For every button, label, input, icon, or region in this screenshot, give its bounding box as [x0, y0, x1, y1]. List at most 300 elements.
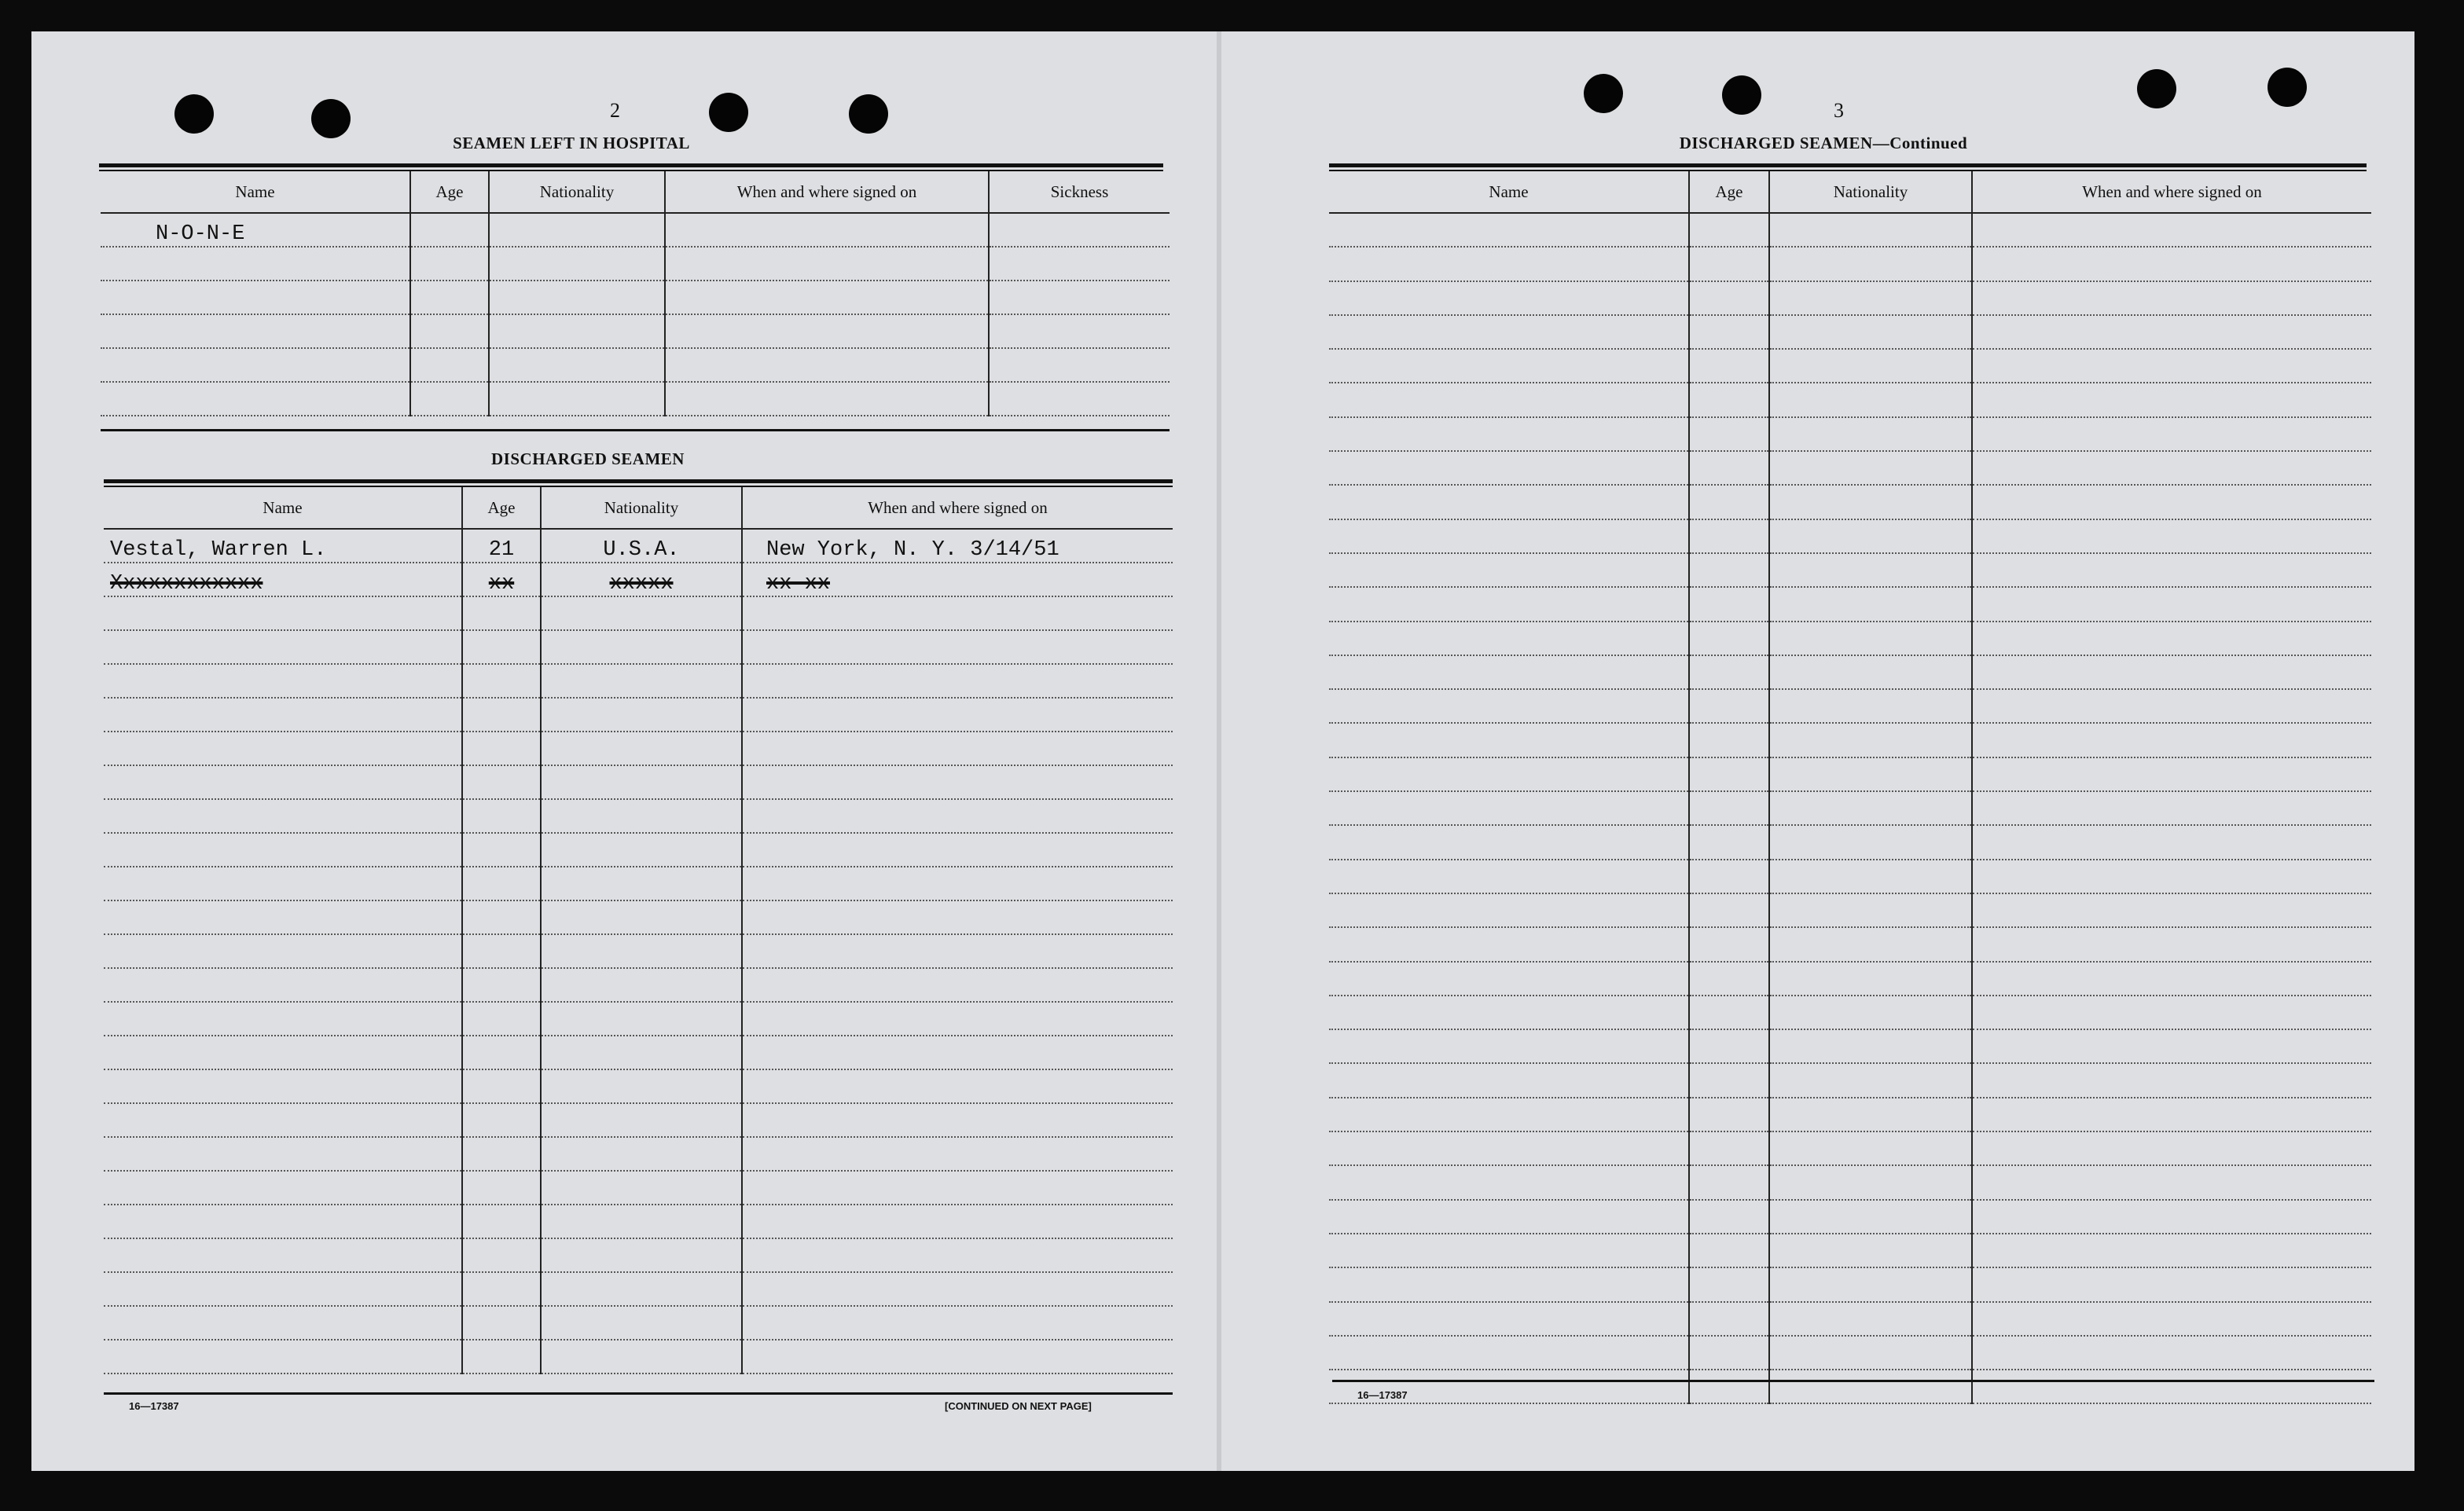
cell-signed-on	[742, 1205, 1173, 1238]
empty-row	[104, 1002, 1173, 1036]
empty-row	[1329, 281, 2371, 315]
cell-signed-on	[1972, 519, 2371, 553]
cell-nationality	[1769, 213, 1972, 247]
cell-name: Vestal, Warren L.	[104, 529, 462, 563]
cell-name	[101, 382, 410, 416]
cell-age	[462, 1137, 541, 1171]
cell-sickness	[989, 314, 1170, 348]
empty-row	[104, 1171, 1173, 1205]
cell-age	[462, 1069, 541, 1103]
empty-row	[104, 934, 1173, 968]
cell-age	[462, 1002, 541, 1036]
cell-age	[1689, 655, 1769, 689]
empty-row	[1329, 962, 2371, 996]
cell-nationality	[541, 934, 742, 968]
cell-name	[1329, 1234, 1689, 1267]
cell-nationality	[541, 1340, 742, 1373]
cell-name	[1329, 689, 1689, 723]
cell-age	[462, 1238, 541, 1272]
cell-name	[104, 1036, 462, 1069]
cell-nationality	[541, 698, 742, 732]
cell-age	[1689, 485, 1769, 519]
cell-age	[1689, 622, 1769, 655]
empty-row	[104, 1238, 1173, 1272]
cell-name	[1329, 927, 1689, 961]
column-header-name: Name	[104, 487, 462, 529]
table-row	[101, 382, 1170, 416]
cell-nationality	[1769, 315, 1972, 349]
empty-row	[104, 1069, 1173, 1103]
empty-row	[1329, 1234, 2371, 1267]
cell-age	[1689, 996, 1769, 1029]
cell-signed-on	[1972, 825, 2371, 859]
empty-row	[104, 867, 1173, 900]
title-main: DISCHARGED SEAMEN	[1679, 134, 1873, 152]
cell-nationality	[541, 1036, 742, 1069]
cell-nationality	[1769, 519, 1972, 553]
cell-age	[462, 630, 541, 664]
cell-name	[1329, 655, 1689, 689]
cell-age	[1689, 315, 1769, 349]
empty-row	[104, 1205, 1173, 1238]
discharged-continued-table	[1329, 171, 2371, 1404]
cell-name	[104, 900, 462, 934]
cell-name	[1329, 1302, 1689, 1336]
cell-age	[462, 664, 541, 698]
cell-signed-on	[1972, 893, 2371, 927]
discharged-table	[104, 487, 1173, 1374]
cell-nationality	[541, 732, 742, 765]
cell-name	[104, 1205, 462, 1238]
cell-age	[462, 1036, 541, 1069]
cell-signed-on	[742, 1137, 1173, 1171]
cell-name	[1329, 247, 1689, 281]
cell-nationality	[489, 247, 665, 281]
cell-nationality	[1769, 1267, 1972, 1301]
empty-row	[1329, 383, 2371, 416]
cell-age	[462, 833, 541, 867]
cell-age	[1689, 451, 1769, 485]
cell-nationality	[1769, 622, 1972, 655]
cell-name	[1329, 962, 1689, 996]
cell-signed-on	[1972, 1234, 2371, 1267]
cell-nationality	[489, 213, 665, 247]
cell-age	[1689, 689, 1769, 723]
cell-name	[1329, 349, 1689, 383]
cell-signed-on	[1972, 1302, 2371, 1336]
right-bottom-rule	[1332, 1380, 2374, 1382]
cell-signed-on	[742, 664, 1173, 698]
title-suffix: —Continued	[1872, 134, 1968, 152]
discharged-continued-title	[1639, 134, 2008, 153]
cell-age	[1689, 962, 1769, 996]
hospital-bottom-rule	[101, 429, 1170, 431]
cell-age	[462, 799, 541, 833]
cell-nationality	[1769, 417, 1972, 451]
cell-sickness	[989, 281, 1170, 314]
cell-name: Xxxxxxxxxxxx	[104, 563, 462, 596]
table-row	[101, 314, 1170, 348]
cell-name	[104, 596, 462, 630]
discharged-top-rule	[104, 479, 1173, 483]
left-page	[31, 31, 1218, 1471]
punch-hole	[849, 94, 888, 134]
column-header-signed-on: When and where signed on	[665, 171, 989, 213]
cell-nationality	[1769, 349, 1972, 383]
cell-age	[1689, 1370, 1769, 1403]
cell-name	[1329, 622, 1689, 655]
empty-row	[104, 1137, 1173, 1171]
empty-row	[1329, 349, 2371, 383]
cell-signed-on	[742, 934, 1173, 968]
cell-age	[1689, 825, 1769, 859]
empty-row	[1329, 247, 2371, 281]
cell-age	[410, 281, 489, 314]
cell-age	[410, 382, 489, 416]
empty-row	[1329, 996, 2371, 1029]
cell-age	[1689, 1063, 1769, 1097]
cell-nationality	[541, 799, 742, 833]
cell-nationality	[541, 664, 742, 698]
table-row	[101, 247, 1170, 281]
cell-nationality: xxxxx	[541, 563, 742, 596]
cell-nationality	[1769, 689, 1972, 723]
cell-nationality	[541, 1103, 742, 1137]
cell-name	[1329, 1267, 1689, 1301]
cell-age	[1689, 281, 1769, 315]
cell-signed-on	[1972, 315, 2371, 349]
cell-nationality	[541, 596, 742, 630]
cell-nationality	[1769, 1336, 1972, 1370]
cell-name	[101, 348, 410, 382]
hospital-table	[101, 171, 1170, 416]
cell-age	[1689, 383, 1769, 416]
cell-nationality	[1769, 247, 1972, 281]
right-page	[1222, 31, 2414, 1471]
cell-nationality	[489, 281, 665, 314]
cell-signed-on	[1972, 213, 2371, 247]
cell-name	[1329, 1029, 1689, 1063]
cell-age	[1689, 349, 1769, 383]
cell-name	[104, 1306, 462, 1340]
cell-signed-on	[665, 382, 989, 416]
cell-signed-on	[742, 1036, 1173, 1069]
cell-nationality	[489, 314, 665, 348]
cell-age	[1689, 723, 1769, 757]
cell-name	[1329, 451, 1689, 485]
cell-signed-on	[1972, 791, 2371, 825]
cell-age	[1689, 1302, 1769, 1336]
cell-signed-on	[1972, 723, 2371, 757]
cell-nationality	[1769, 1302, 1972, 1336]
empty-row	[1329, 1370, 2371, 1403]
cell-signed-on: New York, N. Y. 3/14/51	[742, 529, 1173, 563]
cell-nationality	[1769, 587, 1972, 621]
discharged-section-title: DISCHARGED SEAMEN	[491, 449, 685, 468]
empty-row	[104, 1272, 1173, 1306]
empty-row	[1329, 1336, 2371, 1370]
cell-age: xx	[462, 563, 541, 596]
cell-nationality	[489, 382, 665, 416]
empty-row	[1329, 689, 2371, 723]
cell-age	[462, 765, 541, 799]
cell-age	[1689, 213, 1769, 247]
empty-row	[1329, 757, 2371, 791]
cell-nationality	[541, 867, 742, 900]
cell-sickness	[989, 213, 1170, 247]
cell-signed-on	[742, 1272, 1173, 1306]
table-row	[101, 281, 1170, 314]
empty-row	[104, 968, 1173, 1002]
cell-nationality	[541, 1205, 742, 1238]
cell-signed-on	[665, 314, 989, 348]
cell-age	[1689, 587, 1769, 621]
cell-age	[1689, 519, 1769, 553]
cell-signed-on	[1972, 247, 2371, 281]
cell-nationality	[1769, 1098, 1972, 1131]
cell-name	[104, 934, 462, 968]
cell-age	[410, 213, 489, 247]
column-header-nationality: Nationality	[489, 171, 665, 213]
cell-name	[104, 1103, 462, 1137]
cell-name	[1329, 1336, 1689, 1370]
empty-row	[1329, 893, 2371, 927]
cell-age	[1689, 860, 1769, 893]
cell-name	[104, 630, 462, 664]
top-rule	[99, 163, 1163, 167]
empty-row	[104, 799, 1173, 833]
cell-nationality	[541, 630, 742, 664]
cell-name	[1329, 1098, 1689, 1131]
cell-name	[101, 247, 410, 281]
column-header-age: Age	[410, 171, 489, 213]
cell-signed-on	[1972, 1029, 2371, 1063]
cell-name	[1329, 1165, 1689, 1199]
cell-nationality	[1769, 1063, 1972, 1097]
hospital-section-title: SEAMEN LEFT IN HOSPITAL	[453, 134, 690, 152]
cell-name	[1329, 519, 1689, 553]
empty-row	[104, 1103, 1173, 1137]
cell-signed-on	[1972, 451, 2371, 485]
cell-signed-on	[742, 698, 1173, 732]
cell-name	[1329, 213, 1689, 247]
cell-nationality	[1769, 383, 1972, 416]
empty-row	[1329, 213, 2371, 247]
discharged-bottom-rule	[104, 1392, 1173, 1395]
cell-name	[1329, 893, 1689, 927]
cell-age	[462, 1103, 541, 1137]
cell-name	[1329, 791, 1689, 825]
punch-hole	[1584, 74, 1623, 113]
cell-age	[462, 900, 541, 934]
cell-age	[1689, 927, 1769, 961]
punch-hole	[1722, 75, 1761, 115]
column-header-signed-on: When and where signed on	[742, 487, 1173, 529]
punch-hole	[2268, 68, 2307, 107]
cell-age	[1689, 553, 1769, 587]
cell-sickness	[989, 348, 1170, 382]
cell-signed-on	[665, 281, 989, 314]
cell-age	[410, 247, 489, 281]
cell-signed-on	[1972, 383, 2371, 416]
empty-row	[1329, 315, 2371, 349]
cell-signed-on	[1972, 655, 2371, 689]
cell-signed-on	[742, 596, 1173, 630]
cell-name	[104, 732, 462, 765]
punch-hole	[2137, 69, 2176, 108]
cell-age: 21	[462, 529, 541, 563]
cell-signed-on	[742, 1069, 1173, 1103]
cell-age	[1689, 1267, 1769, 1301]
cell-signed-on	[1972, 757, 2371, 791]
cell-signed-on	[1972, 1165, 2371, 1199]
table-row	[104, 529, 1173, 563]
cell-age	[462, 867, 541, 900]
cell-age	[462, 698, 541, 732]
cell-name	[1329, 417, 1689, 451]
cell-nationality	[1769, 1131, 1972, 1165]
cell-name	[101, 314, 410, 348]
table-row	[101, 348, 1170, 382]
column-header-age: Age	[462, 487, 541, 529]
table-row	[101, 213, 1170, 247]
cell-name	[1329, 485, 1689, 519]
cell-name	[1329, 723, 1689, 757]
column-header-sickness: Sickness	[989, 171, 1170, 213]
cell-nationality	[541, 1069, 742, 1103]
top-rule	[1329, 163, 2367, 167]
cell-name	[104, 765, 462, 799]
empty-row	[1329, 451, 2371, 485]
cell-signed-on	[742, 799, 1173, 833]
cell-name	[104, 1238, 462, 1272]
cell-age	[462, 1272, 541, 1306]
cell-signed-on	[1972, 1200, 2371, 1234]
empty-row	[104, 1340, 1173, 1373]
cell-age	[1689, 247, 1769, 281]
empty-row	[1329, 791, 2371, 825]
cell-name	[1329, 996, 1689, 1029]
empty-row	[1329, 519, 2371, 553]
cell-signed-on	[742, 1103, 1173, 1137]
cell-signed-on	[742, 630, 1173, 664]
cell-signed-on	[1972, 860, 2371, 893]
cell-age	[1689, 1336, 1769, 1370]
cell-name	[1329, 281, 1689, 315]
cell-name: N-O-N-E	[101, 213, 410, 247]
cell-signed-on	[1972, 1336, 2371, 1370]
cell-signed-on	[1972, 927, 2371, 961]
empty-row	[104, 833, 1173, 867]
cell-signed-on	[742, 732, 1173, 765]
cell-age	[462, 934, 541, 968]
cell-nationality	[541, 968, 742, 1002]
cell-signed-on	[742, 900, 1173, 934]
cell-name	[104, 1272, 462, 1306]
empty-row	[1329, 723, 2371, 757]
cell-nationality	[1769, 451, 1972, 485]
cell-signed-on	[742, 833, 1173, 867]
cell-age	[1689, 1200, 1769, 1234]
cell-age	[1689, 1098, 1769, 1131]
document-sheet	[31, 31, 2414, 1471]
cell-nationality: U.S.A.	[541, 529, 742, 563]
cell-signed-on	[742, 1002, 1173, 1036]
page-number: 3	[1834, 99, 1844, 122]
punch-hole	[174, 94, 214, 134]
cell-nationality	[1769, 757, 1972, 791]
column-header-nationality: Nationality	[541, 487, 742, 529]
cell-sickness	[989, 247, 1170, 281]
cell-signed-on	[1972, 587, 2371, 621]
cell-nationality	[1769, 485, 1972, 519]
cell-age	[462, 1171, 541, 1205]
cell-name	[1329, 1200, 1689, 1234]
cell-signed-on	[742, 968, 1173, 1002]
empty-row	[1329, 1029, 2371, 1063]
cell-name	[104, 1002, 462, 1036]
empty-row	[1329, 1131, 2371, 1165]
cell-nationality	[1769, 791, 1972, 825]
cell-signed-on: xx xx	[742, 563, 1173, 596]
empty-row	[104, 900, 1173, 934]
cell-signed-on	[742, 765, 1173, 799]
cell-nationality	[1769, 1029, 1972, 1063]
cell-name	[1329, 860, 1689, 893]
empty-row	[104, 596, 1173, 630]
empty-row	[1329, 927, 2371, 961]
cell-nationality	[1769, 825, 1972, 859]
empty-row	[1329, 825, 2371, 859]
empty-row	[1329, 860, 2371, 893]
cell-name	[104, 1069, 462, 1103]
cell-age	[462, 968, 541, 1002]
cell-signed-on	[742, 1340, 1173, 1373]
cell-signed-on	[742, 867, 1173, 900]
cell-nationality	[1769, 723, 1972, 757]
cell-signed-on	[742, 1171, 1173, 1205]
cell-name	[1329, 553, 1689, 587]
empty-row	[1329, 1200, 2371, 1234]
cell-age	[1689, 1029, 1769, 1063]
cell-nationality	[1769, 1370, 1972, 1403]
empty-row	[1329, 1267, 2371, 1301]
empty-row	[1329, 655, 2371, 689]
cell-age	[410, 314, 489, 348]
cell-age	[1689, 1131, 1769, 1165]
cell-signed-on	[665, 348, 989, 382]
cell-name	[104, 1171, 462, 1205]
cell-sickness	[989, 382, 1170, 416]
cell-nationality	[541, 900, 742, 934]
empty-row	[1329, 1098, 2371, 1131]
cell-name	[101, 281, 410, 314]
cell-name	[1329, 1063, 1689, 1097]
cell-nationality	[541, 833, 742, 867]
empty-row	[1329, 485, 2371, 519]
column-header-nationality: Nationality	[1769, 171, 1972, 213]
cell-nationality	[1769, 860, 1972, 893]
cell-signed-on	[1972, 962, 2371, 996]
cell-name	[104, 698, 462, 732]
empty-row	[1329, 1165, 2371, 1199]
cell-age	[1689, 791, 1769, 825]
cell-nationality	[1769, 281, 1972, 315]
continued-note: [CONTINUED ON NEXT PAGE]	[945, 1400, 1092, 1412]
cell-name	[104, 1340, 462, 1373]
cell-signed-on	[1972, 281, 2371, 315]
cell-signed-on	[742, 1238, 1173, 1272]
